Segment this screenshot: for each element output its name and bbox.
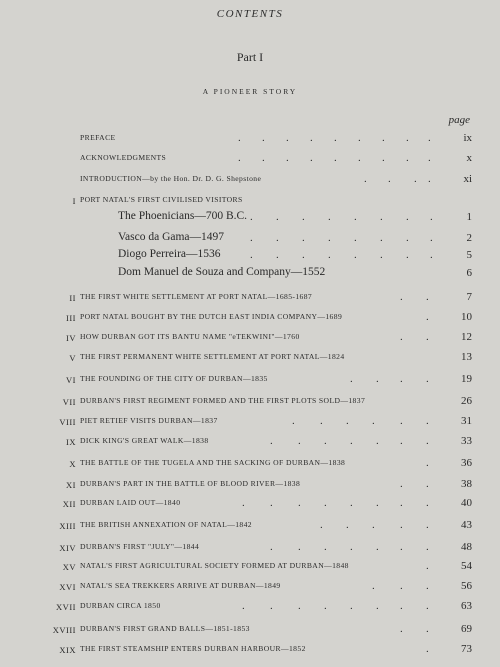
- chapter-number: XVII: [56, 602, 76, 612]
- chapter-number: I: [72, 196, 76, 206]
- leader-dot: .: [262, 152, 265, 164]
- contents-heading: CONTENTS: [216, 8, 284, 20]
- page-column-label: page: [448, 114, 470, 126]
- leader-dot: .: [406, 249, 409, 261]
- leader-dot: .: [376, 497, 379, 509]
- toc-entry: [0, 599, 500, 615]
- entry-title: THE BRITISH ANNEXATION OF NATAL—1842: [80, 520, 252, 529]
- entry-title: PORT NATAL'S FIRST CIVILISED VISITORS: [80, 195, 243, 204]
- page-number: 5: [466, 249, 472, 261]
- leader-dot: .: [380, 232, 383, 244]
- story-heading: A PIONEER STORY: [202, 87, 298, 96]
- toc-entry: [0, 477, 500, 493]
- toc-entry: [0, 496, 500, 512]
- leader-dot: .: [298, 541, 301, 553]
- leader-dot: .: [250, 211, 253, 223]
- entry-title: DURBAN'S PART IN THE BATTLE OF BLOOD RIVER—1838: [80, 479, 301, 488]
- leader-dot: .: [400, 435, 403, 447]
- leader-dot: .: [426, 435, 429, 447]
- leader-dot: .: [426, 331, 429, 343]
- page-number: 7: [466, 291, 472, 303]
- leader-dot: .: [346, 519, 349, 531]
- entry-title: HOW DURBAN GOT ITS BANTU NAME "eTEKWINI"—1760: [80, 332, 300, 341]
- leader-dot: .: [298, 435, 301, 447]
- leader-dot: .: [350, 541, 353, 553]
- leader-dot: .: [358, 132, 361, 144]
- chapter-number: VIII: [59, 417, 76, 427]
- entry-title: Dom Manuel de Souza and Company—1552: [118, 266, 326, 278]
- leader-dot: .: [324, 541, 327, 553]
- chapter-number: XIII: [59, 521, 76, 531]
- entry-title: PREFACE: [80, 133, 116, 142]
- entry-title: Vasco da Gama—1497: [118, 231, 225, 243]
- leader-dot: .: [400, 519, 403, 531]
- entry-title: THE BATTLE OF THE TUGELA AND THE SACKING OF DURBAN—1838: [80, 458, 346, 467]
- leader-dot: .: [376, 435, 379, 447]
- entry-title: INTRODUCTION—by the Hon. Dr. D. G. Shepstone: [80, 174, 262, 183]
- page-number: 69: [461, 623, 472, 635]
- chapter-number: XV: [62, 562, 76, 572]
- entry-title: DURBAN CIRCA 1850: [80, 601, 161, 610]
- entry-title: PORT NATAL BOUGHT BY THE DUTCH EAST INDIA COMPANY—1689: [80, 312, 343, 321]
- page-number: 48: [461, 541, 472, 553]
- part-heading: Part I: [236, 50, 264, 64]
- leader-dot: .: [400, 580, 403, 592]
- leader-dot: .: [242, 600, 245, 612]
- leader-dot: .: [350, 435, 353, 447]
- page-number: 33: [461, 435, 472, 447]
- leader-dot: .: [400, 373, 403, 385]
- leader-dot: .: [400, 331, 403, 343]
- leader-dot: .: [426, 519, 429, 531]
- leader-dot: .: [334, 132, 337, 144]
- leader-dot: .: [276, 232, 279, 244]
- toc-entry: [0, 310, 500, 326]
- entry-title: NATAL'S SEA TREKKERS ARRIVE AT DURBAN—1849: [80, 581, 281, 590]
- entry-title: DICK KING'S GREAT WALK—1838: [80, 436, 209, 445]
- toc-entry: [0, 266, 500, 282]
- toc-entry: [0, 372, 500, 388]
- leader-dot: .: [426, 541, 429, 553]
- leader-dot: .: [380, 249, 383, 261]
- leader-dot: .: [382, 132, 385, 144]
- leader-dot: .: [430, 232, 433, 244]
- leader-dot: .: [364, 173, 367, 185]
- page-number: 56: [461, 580, 472, 592]
- leader-dot: .: [354, 211, 357, 223]
- leader-dot: .: [320, 519, 323, 531]
- toc-entry: [0, 231, 500, 247]
- leader-dot: .: [302, 232, 305, 244]
- page-number: 43: [461, 519, 472, 531]
- leader-dot: .: [238, 132, 241, 144]
- toc-entry: [0, 210, 500, 226]
- leader-dot: .: [426, 643, 429, 655]
- leader-dot: .: [426, 291, 429, 303]
- chapter-number: V: [69, 353, 76, 363]
- leader-dot: .: [426, 560, 429, 572]
- leader-dot: .: [242, 497, 245, 509]
- toc-entry: [0, 456, 500, 472]
- toc-entry: [0, 622, 500, 638]
- chapter-number: XVIII: [52, 625, 76, 635]
- chapter-number: X: [69, 459, 76, 469]
- leader-dot: .: [328, 211, 331, 223]
- leader-dot: .: [426, 415, 429, 427]
- entry-title: DURBAN'S FIRST GRAND BALLS—1851-1853: [80, 624, 250, 633]
- entry-title: The Phoenicians—700 B.C.: [118, 210, 248, 222]
- leader-dot: .: [250, 249, 253, 261]
- leader-dot: .: [426, 478, 429, 490]
- leader-dot: .: [298, 600, 301, 612]
- entry-title: PIET RETIEF VISITS DURBAN—1837: [80, 416, 218, 425]
- toc-entry: [0, 518, 500, 534]
- leader-dot: .: [354, 232, 357, 244]
- leader-dot: .: [250, 232, 253, 244]
- chapter-number: XII: [62, 499, 76, 509]
- entry-title: THE FIRST WHITE SETTLEMENT AT PORT NATAL—1685-1687: [80, 292, 313, 301]
- leader-dot: .: [310, 132, 313, 144]
- toc-entry: [0, 642, 500, 658]
- chapter-number: XIX: [59, 645, 76, 655]
- leader-dot: .: [350, 373, 353, 385]
- leader-dot: .: [262, 132, 265, 144]
- toc-entry: [0, 579, 500, 595]
- page-number: 26: [461, 395, 472, 407]
- chapter-number: III: [66, 313, 76, 323]
- leader-dot: .: [276, 211, 279, 223]
- page-number: 31: [461, 415, 472, 427]
- leader-dot: .: [426, 311, 429, 323]
- leader-dot: .: [372, 580, 375, 592]
- leader-dot: .: [324, 435, 327, 447]
- leader-dot: .: [430, 211, 433, 223]
- toc-entry: [0, 290, 500, 306]
- leader-dot: .: [406, 152, 409, 164]
- page-number: 19: [461, 373, 472, 385]
- chapter-number: VII: [62, 397, 76, 407]
- page-number: 1: [466, 211, 472, 223]
- page-number: 10: [461, 311, 472, 323]
- leader-dot: .: [286, 132, 289, 144]
- leader-dot: .: [270, 497, 273, 509]
- leader-dot: .: [310, 152, 313, 164]
- leader-dot: .: [380, 211, 383, 223]
- page-number: xi: [463, 173, 472, 185]
- leader-dot: .: [372, 519, 375, 531]
- toc-entry: [0, 248, 500, 264]
- toc-entry: [0, 414, 500, 430]
- chapter-number: VI: [66, 375, 76, 385]
- leader-dot: .: [302, 211, 305, 223]
- leader-dot: .: [400, 497, 403, 509]
- page-number: 2: [466, 232, 472, 244]
- leader-dot: .: [324, 600, 327, 612]
- leader-dot: .: [238, 152, 241, 164]
- leader-dot: .: [400, 478, 403, 490]
- leader-dot: .: [376, 541, 379, 553]
- entry-title: DURBAN'S FIRST REGIMENT FORMED AND THE FIRST PLOTS SOLD—1837: [80, 396, 366, 405]
- toc-entry: [0, 540, 500, 556]
- page-number: 6: [466, 267, 472, 279]
- leader-dot: .: [334, 152, 337, 164]
- leader-dot: .: [320, 415, 323, 427]
- leader-dot: .: [406, 211, 409, 223]
- toc-entry: [0, 131, 500, 147]
- leader-dot: .: [430, 249, 433, 261]
- leader-dot: .: [400, 600, 403, 612]
- leader-dot: .: [350, 600, 353, 612]
- page-number: 38: [461, 478, 472, 490]
- entry-title: THE FIRST PERMANENT WHITE SETTLEMENT AT PORT NATAL—1824: [80, 352, 345, 361]
- leader-dot: .: [270, 435, 273, 447]
- entry-title: THE FOUNDING OF THE CITY OF DURBAN—1835: [80, 374, 268, 383]
- leader-dot: .: [358, 152, 361, 164]
- leader-dot: .: [350, 497, 353, 509]
- leader-dot: .: [426, 623, 429, 635]
- leader-dot: .: [376, 600, 379, 612]
- chapter-number: XVI: [59, 582, 76, 592]
- page-number: 40: [461, 497, 472, 509]
- chapter-number: IX: [66, 437, 76, 447]
- leader-dot: .: [428, 173, 431, 185]
- leader-dot: .: [400, 623, 403, 635]
- toc-entry: [0, 394, 500, 410]
- leader-dot: .: [414, 173, 417, 185]
- leader-dot: .: [426, 457, 429, 469]
- leader-dot: .: [426, 580, 429, 592]
- leader-dot: .: [426, 600, 429, 612]
- leader-dot: .: [406, 232, 409, 244]
- entry-title: ACKNOWLEDGMENTS: [80, 153, 167, 162]
- leader-dot: .: [324, 497, 327, 509]
- leader-dot: .: [298, 497, 301, 509]
- page-number: 12: [461, 331, 472, 343]
- entry-title: DURBAN LAID OUT—1840: [80, 498, 181, 507]
- toc-entry: [0, 559, 500, 575]
- leader-dot: .: [426, 373, 429, 385]
- leader-dot: .: [400, 541, 403, 553]
- chapter-number: II: [69, 293, 76, 303]
- leader-dot: .: [328, 232, 331, 244]
- page-number: 13: [461, 351, 472, 363]
- leader-dot: .: [428, 152, 431, 164]
- page-number: 54: [461, 560, 472, 572]
- leader-dot: .: [292, 415, 295, 427]
- leader-dot: .: [354, 249, 357, 261]
- leader-dot: .: [372, 415, 375, 427]
- leader-dot: .: [270, 541, 273, 553]
- chapter-number: XIV: [59, 543, 76, 553]
- leader-dot: .: [388, 173, 391, 185]
- entry-title: NATAL'S FIRST AGRICULTURAL SOCIETY FORMED AT DURBAN—1848: [80, 561, 349, 570]
- toc-entry: [0, 330, 500, 346]
- leader-dot: .: [400, 291, 403, 303]
- leader-dot: .: [428, 132, 431, 144]
- chapter-number: XI: [66, 480, 76, 490]
- page-number: x: [466, 152, 472, 164]
- leader-dot: .: [270, 600, 273, 612]
- leader-dot: .: [382, 152, 385, 164]
- page-number: 73: [461, 643, 472, 655]
- toc-entry: [0, 434, 500, 450]
- leader-dot: .: [400, 415, 403, 427]
- toc-entry: [0, 350, 500, 366]
- leader-dot: .: [426, 497, 429, 509]
- leader-dot: .: [276, 249, 279, 261]
- leader-dot: .: [376, 373, 379, 385]
- toc-entry: [0, 172, 500, 188]
- entry-title: DURBAN'S FIRST "JULY"—1844: [80, 542, 200, 551]
- entry-title: THE FIRST STEAMSHIP ENTERS DURBAN HARBOUR—1852: [80, 644, 306, 653]
- page-number: 36: [461, 457, 472, 469]
- leader-dot: .: [346, 415, 349, 427]
- toc-entry: [0, 151, 500, 167]
- leader-dot: .: [406, 132, 409, 144]
- toc-entry: [0, 193, 500, 209]
- leader-dot: .: [286, 152, 289, 164]
- leader-dot: .: [302, 249, 305, 261]
- leader-dot: .: [328, 249, 331, 261]
- entry-title: Diogo Perreira—1536: [118, 248, 221, 260]
- chapter-number: IV: [66, 333, 76, 343]
- page-number: ix: [463, 132, 472, 144]
- page-number: 63: [461, 600, 472, 612]
